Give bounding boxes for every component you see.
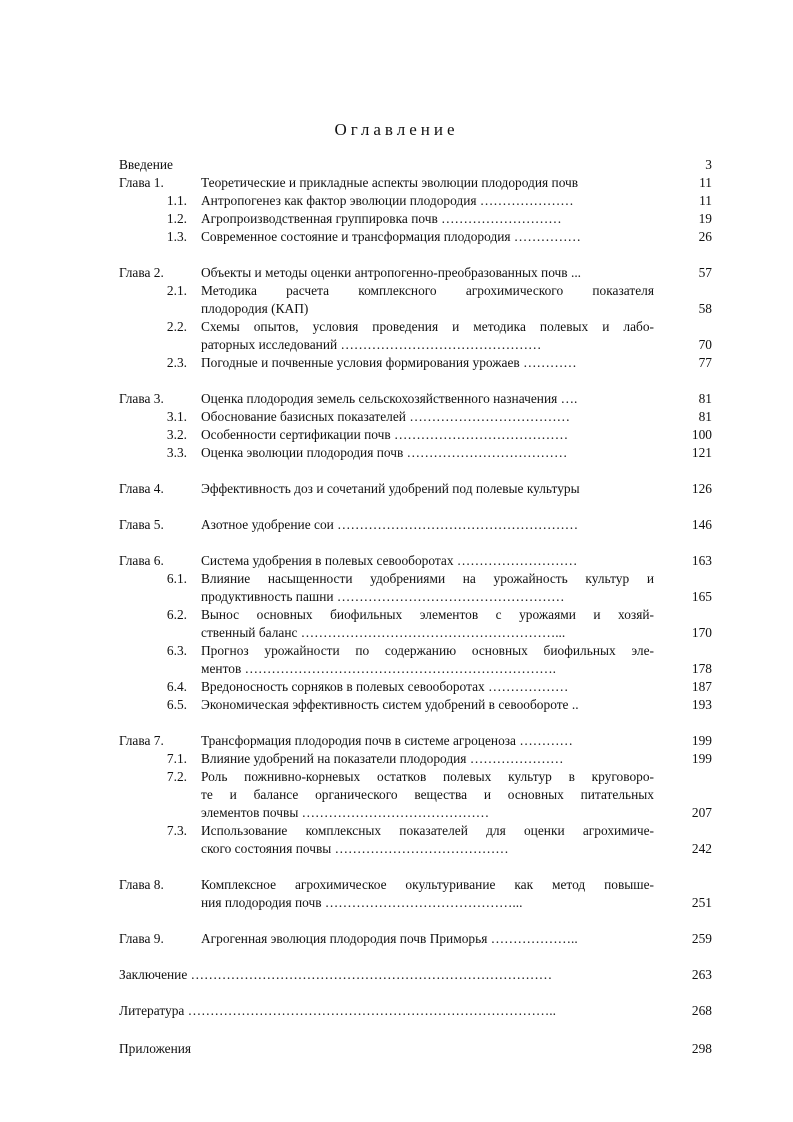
toc-page-number: 81 [698, 391, 712, 406]
toc-title: Прогноз урожайности по содержанию основных биофильных эле- [201, 643, 654, 658]
toc-section-number: 6.5. [166, 697, 187, 712]
toc-page-number: 58 [698, 301, 712, 316]
toc-title: Схемы опытов, условия проведения и методика полевых и лабо- [201, 319, 654, 334]
toc-title: Комплексное агрохимическое окультуривание как метод повыше- [201, 877, 654, 892]
toc-title: Экономическая эффективность систем удобрений в севообороте .. [201, 697, 579, 712]
toc-entry [0, 732, 793, 750]
toc-label: Глава 9. [119, 931, 164, 946]
toc-entry [0, 642, 793, 660]
toc-entry [0, 804, 793, 822]
toc-entry [0, 516, 793, 534]
toc-title: Азотное удобрение сои ……………………………………………… [201, 517, 579, 532]
toc-entry [0, 786, 793, 804]
toc-entry [0, 282, 793, 300]
toc-title: Использование комплексных показателей для оценки агрохимиче- [201, 823, 654, 838]
toc-page-number: 146 [691, 517, 712, 532]
toc-section-number: 2.2. [166, 319, 187, 334]
toc-title: ственный баланс …………………………………………………... [201, 625, 566, 640]
toc-label: Глава 2. [119, 265, 164, 280]
toc-page-number: 165 [691, 589, 712, 604]
toc-title: Влияние насыщенности удобрениями на урожайность культур и [201, 571, 654, 586]
toc-entry [0, 822, 793, 840]
toc-entry [0, 624, 793, 642]
toc-entry [0, 210, 793, 228]
toc-title: продуктивность пашни …………………………………………… [201, 589, 565, 604]
toc-title: ментов ……………………………………………………………. [201, 661, 556, 676]
toc-page-number: 11 [699, 193, 712, 208]
toc-entry [0, 876, 793, 894]
toc-entry [0, 480, 793, 498]
toc-page-number: 193 [691, 697, 712, 712]
toc-section-number: 3.2. [166, 427, 187, 442]
toc-entry [0, 264, 793, 282]
toc-page-number: 251 [691, 895, 712, 910]
toc-label: Заключение ……………………………………………………………………… [119, 967, 553, 982]
toc-section-number: 6.4. [166, 679, 187, 694]
toc-entry [0, 300, 793, 318]
toc-label: Приложения [119, 1041, 192, 1056]
toc-entry [0, 408, 793, 426]
toc-section-number: 7.2. [166, 769, 187, 784]
toc-page-number: 199 [691, 751, 712, 766]
toc-entry [0, 696, 793, 714]
toc-title: Погодные и почвенные условия формирования урожаев ………… [201, 355, 577, 370]
toc-label: Глава 8. [119, 877, 164, 892]
toc-entry [0, 750, 793, 768]
toc-page-number: 268 [691, 1003, 712, 1018]
toc-page-number: 3 [705, 157, 712, 172]
toc-section-number: 1.1. [166, 193, 187, 208]
toc-entry [0, 840, 793, 858]
toc-entry [0, 354, 793, 372]
toc-page-number: 77 [698, 355, 712, 370]
toc-entry [0, 1002, 793, 1020]
toc-page-number: 178 [691, 661, 712, 676]
toc-label: Глава 1. [119, 175, 164, 190]
toc-title: Роль пожнивно-корневых остатков полевых культур в круговоро- [201, 769, 654, 784]
toc-page-number: 100 [691, 427, 712, 442]
toc-entry [0, 318, 793, 336]
toc-section-number: 2.1. [166, 283, 187, 298]
toc-section-number: 1.2. [166, 211, 187, 226]
toc-title: Теоретические и прикладные аспекты эволюции плодородия почв [201, 175, 579, 190]
toc-page-number: 170 [691, 625, 712, 640]
toc-page-number: 26 [698, 229, 712, 244]
toc-title: Обоснование базисных показателей ……………………………… [201, 409, 571, 424]
toc-entry [0, 390, 793, 408]
toc-page-number: 163 [691, 553, 712, 568]
toc-section-number: 1.3. [166, 229, 187, 244]
toc-page-number: 70 [698, 337, 712, 352]
toc-entry [0, 192, 793, 210]
page-title: Оглавление [334, 120, 459, 139]
toc-title: плодородия (КАП) [201, 301, 309, 316]
toc-entry [0, 1040, 793, 1058]
toc-label: Глава 5. [119, 517, 164, 532]
toc-label: Глава 6. [119, 553, 164, 568]
toc-page-number: 57 [698, 265, 712, 280]
toc-title: Особенности сертификации почв ………………………………… [201, 427, 569, 442]
toc-page-number: 19 [698, 211, 712, 226]
toc-title: ния плодородия почв ……………………………………... [201, 895, 523, 910]
toc-entry [0, 660, 793, 678]
toc-entry [0, 768, 793, 786]
toc-entry [0, 678, 793, 696]
toc-entry [0, 552, 793, 570]
toc-entry [0, 894, 793, 912]
toc-entry [0, 444, 793, 462]
toc-page-number: 81 [698, 409, 712, 424]
toc-label: Литература ……………………………………………………………………….. [119, 1003, 556, 1018]
toc-title: Антропогенез как фактор эволюции плодородия ………………… [201, 193, 574, 208]
toc-title: Эффективность доз и сочетаний удобрений под полевые культуры [201, 481, 580, 496]
toc-page-number: 298 [691, 1041, 712, 1056]
toc-title: Оценка эволюции плодородия почв ……………………………… [201, 445, 568, 460]
toc-page-number: 207 [691, 805, 712, 820]
toc-section-number: 6.1. [166, 571, 187, 586]
toc-section-number: 2.3. [166, 355, 187, 370]
toc-entry [0, 570, 793, 588]
toc-page-number: 126 [691, 481, 712, 496]
toc-title: Агрогенная эволюция плодородия почв Приморья ……………….. [201, 931, 578, 946]
toc-title: Оценка плодородия земель сельскохозяйственного назначения …. [201, 391, 578, 406]
toc-page-number: 187 [691, 679, 712, 694]
toc-entry [0, 588, 793, 606]
toc-entry [0, 156, 793, 174]
toc-page-number: 121 [691, 445, 712, 460]
toc-entry [0, 930, 793, 948]
toc-section-number: 3.3. [166, 445, 187, 460]
toc-title: ского состояния почвы ………………………………… [201, 841, 509, 856]
toc-title: Система удобрения в полевых севооборотах ……………………… [201, 553, 578, 568]
toc-label: Глава 7. [119, 733, 164, 748]
toc-title: Вынос основных биофильных элементов с урожаями и хозяй- [201, 607, 654, 622]
toc-entry [0, 966, 793, 984]
toc-section-number: 7.3. [166, 823, 187, 838]
toc-page-number: 259 [691, 931, 712, 946]
toc-page-number: 242 [691, 841, 712, 856]
toc-entry [0, 336, 793, 354]
toc-entry [0, 174, 793, 192]
toc-title: те и балансе органического вещества и основных питательных [201, 787, 654, 802]
toc-label: Глава 4. [119, 481, 164, 496]
toc-page-number: 263 [691, 967, 712, 982]
toc-section-number: 7.1. [166, 751, 187, 766]
toc-title: Влияние удобрений на показатели плодородия ………………… [201, 751, 564, 766]
toc-title: Объекты и методы оценки антропогенно-преобразованных почв ... [201, 265, 582, 280]
toc-page-number: 199 [691, 733, 712, 748]
toc-entry [0, 228, 793, 246]
toc-title: Вредоносность сорняков в полевых севооборотах ……………… [201, 679, 569, 694]
toc-label: Введение [119, 157, 173, 172]
toc-section-number: 6.3. [166, 643, 187, 658]
toc-title: Методика расчета комплексного агрохимического показателя [201, 283, 654, 298]
toc-page-number: 11 [699, 175, 712, 190]
toc-entry [0, 606, 793, 624]
toc-label: Глава 3. [119, 391, 164, 406]
toc-section-number: 3.1. [166, 409, 187, 424]
toc-section-number: 6.2. [166, 607, 187, 622]
toc-entry [0, 426, 793, 444]
toc-title: раторных исследований ……………………………………… [201, 337, 542, 352]
toc-title: Агропроизводственная группировка почв ……………………… [201, 211, 562, 226]
toc-title: Трансформация плодородия почв в системе агроценоза ………… [201, 733, 573, 748]
toc-title: элементов почвы …………………………………… [201, 805, 490, 820]
toc-title: Современное состояние и трансформация плодородия …………… [201, 229, 581, 244]
